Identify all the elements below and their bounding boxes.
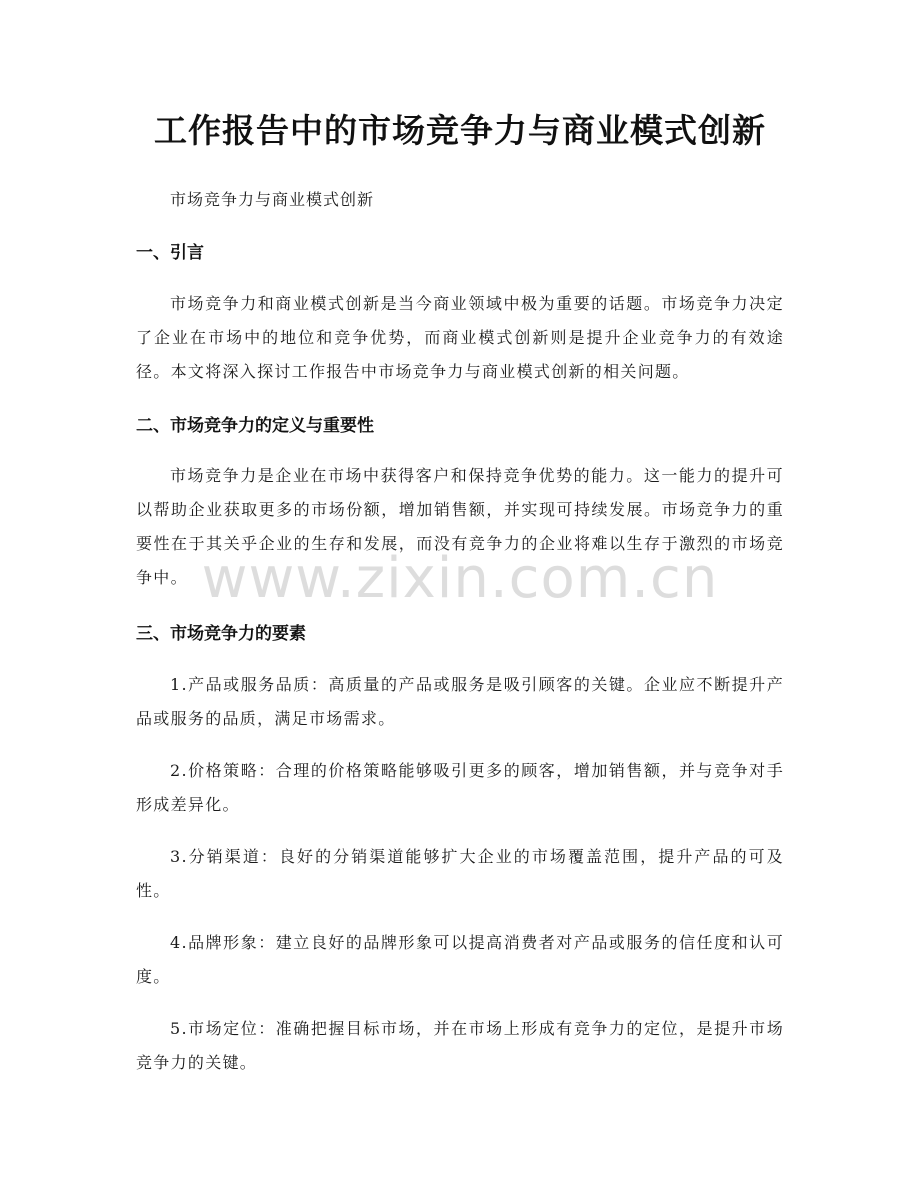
document-title: 工作报告中的市场竞争力与商业模式创新 bbox=[154, 111, 766, 150]
list-item-pricing-strategy: 2.价格策略：合理的价格策略能够吸引更多的顾客，增加销售额，并与竞争对手形成差异化。 bbox=[136, 761, 784, 814]
paragraph-introduction: 市场竞争力和商业模式创新是当今商业领域中极为重要的话题。市场竞争力决定了企业在市场中的地位和竞争优势，而商业模式创新则是提升企业竞争力的有效途径。本文将深入探讨工作报告中市场竞争力与商业模式创新的相关问题。 bbox=[136, 294, 784, 381]
document-subtitle: 市场竞争力与商业模式创新 bbox=[170, 190, 375, 209]
list-item-brand-image: 4.品牌形象：建立良好的品牌形象可以提高消费者对产品或服务的信任度和认可度。 bbox=[136, 933, 784, 986]
list-item-distribution-channels: 3.分销渠道：良好的分销渠道能够扩大企业的市场覆盖范围，提升产品的可及性。 bbox=[136, 847, 784, 900]
paragraph-definition: 市场竞争力是企业在市场中获得客户和保持竞争优势的能力。这一能力的提升可以帮助企业获取更多的市场份额，增加销售额，并实现可持续发展。市场竞争力的重要性在于其关乎企业的生存和发展，而没有竞争力的企业将难以生存于激烈的市场竞争中。 bbox=[136, 466, 784, 587]
watermark-text: www.zixin.com.cn bbox=[201, 546, 719, 611]
section-heading-introduction: 一、引言 bbox=[136, 243, 204, 263]
list-item-market-positioning: 5.市场定位：准确把握目标市场，并在市场上形成有竞争力的定位，是提升市场竞争力的关键。 bbox=[136, 1019, 784, 1072]
section-heading-definition: 二、市场竞争力的定义与重要性 bbox=[136, 416, 374, 436]
list-item-product-quality: 1.产品或服务品质：高质量的产品或服务是吸引顾客的关键。企业应不断提升产品或服务的品质，满足市场需求。 bbox=[136, 675, 784, 728]
section-heading-elements: 三、市场竞争力的要素 bbox=[136, 624, 306, 644]
